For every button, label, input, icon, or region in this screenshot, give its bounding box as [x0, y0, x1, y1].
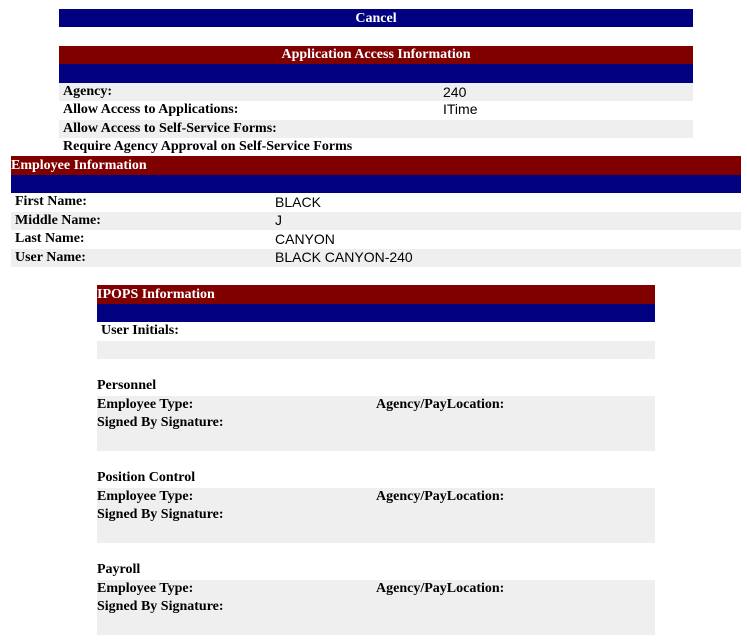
cancel-link[interactable]: Cancel: [355, 11, 397, 26]
app-access-header: [59, 46, 693, 64]
agency-row: [59, 83, 693, 101]
position-control-agency-paylocation-label: Agency/PayLocation:: [376, 489, 505, 504]
employee-title: Employee Information: [11, 158, 147, 173]
allow-forms-label: Allow Access to Self-Service Forms:: [63, 121, 277, 136]
first-name-label: First Name:: [15, 194, 87, 209]
allow-apps-value: ITime: [443, 101, 478, 117]
allow-apps-label: Allow Access to Applications:: [63, 102, 239, 117]
user-initials-row: [97, 341, 655, 359]
last-name-label: Last Name:: [15, 231, 85, 246]
ipops-header: [97, 285, 655, 304]
personnel-agency-paylocation-label: Agency/PayLocation:: [376, 397, 505, 412]
position-control-employee-type-label: Employee Type:: [97, 489, 194, 504]
middle-name-label: Middle Name:: [15, 213, 101, 228]
position-control-signed-by-label: Signed By Signature:: [97, 507, 224, 522]
employee-header: [11, 156, 741, 175]
require-approval-label: Require Agency Approval on Self-Service Forms: [63, 139, 353, 154]
user-name-label: User Name:: [15, 250, 86, 265]
personnel-signed-by-label: Signed By Signature:: [97, 415, 224, 430]
middle-name-value: J: [275, 212, 282, 228]
employee-subheader: [11, 175, 741, 193]
user-initials-label: User Initials:: [101, 323, 179, 338]
user-name-value: BLACK CANYON-240: [275, 249, 413, 265]
cancel-bar: [59, 9, 693, 27]
ipops-subheader: [97, 304, 655, 322]
personnel-title: Personnel: [97, 378, 157, 393]
payroll-agency-paylocation-label: Agency/PayLocation:: [376, 581, 505, 596]
first-name-value: BLACK: [275, 194, 321, 210]
agency-value: 240: [443, 84, 467, 100]
app-access-subheader: [59, 64, 693, 83]
ipops-title: IPOPS Information: [97, 287, 215, 302]
payroll-title: Payroll: [97, 562, 141, 577]
app-access-title: Application Access Information: [281, 47, 471, 62]
payroll-employee-type-label: Employee Type:: [97, 581, 194, 596]
personnel-employee-type-label: Employee Type:: [97, 397, 194, 412]
last-name-value: CANYON: [275, 231, 335, 247]
position-control-title: Position Control: [97, 470, 196, 485]
middle-name-row: [11, 212, 741, 230]
payroll-signed-by-label: Signed By Signature:: [97, 599, 224, 614]
agency-label: Agency:: [63, 84, 112, 99]
